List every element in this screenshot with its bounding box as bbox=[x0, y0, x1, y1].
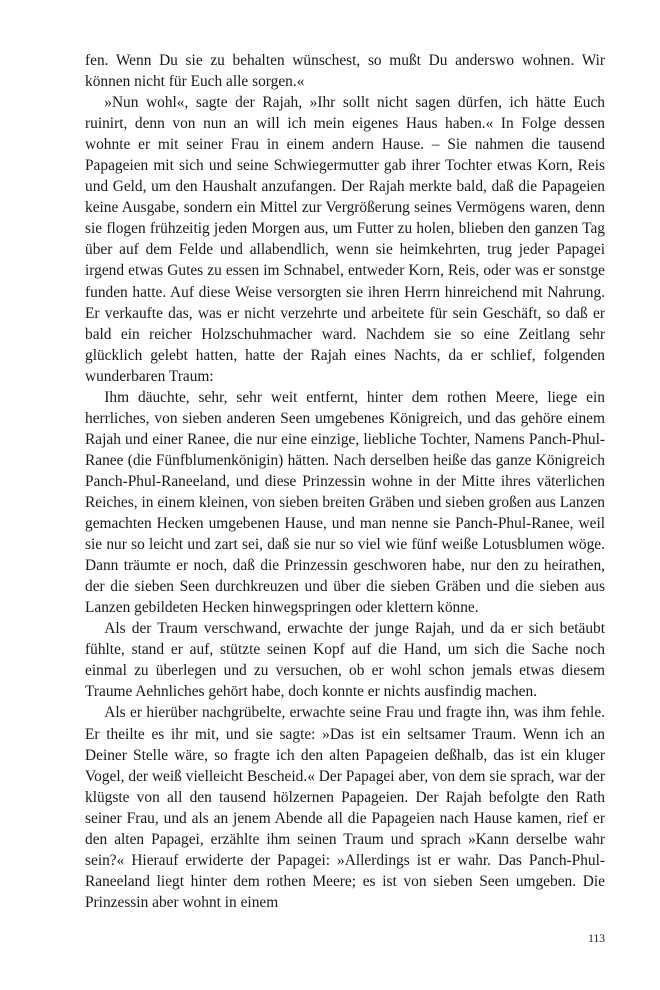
paragraph: Ihm däuchte, sehr, sehr weit entfernt, hinter dem rothen Meere, liege ein herrliches, von sieben anderen Seen umgebenes Königreich, und das gehöre einem Rajah und einer Ranee, die nur eine einzige, liebliche Tochter, Namens Panch-Phul-Ranee (die Fünfblumenkönigin) hätten. Nach derselben heiße das ganze Königreich Panch-Phul-Raneeland, und diese Prinzessin wohne in der Mitte ihres väterlichen Reiches, in einem kleinen, von sieben breiten Gräben und sieben großen aus Lanzen gemachten Hecken umgebenen Hause, und man nenne sie Panch-Phul-Ranee, weil sie nur so leicht und zart sei, daß sie nur so viel wie fünf weiße Lotusblumen wöge. Dann träumte er noch, daß die Prinzessin geschworen habe, nur den zu heirathen, der die sieben Seen durchkreuzen und über die sieben Gräben und die sieben aus Lanzen gebildeten Hecken hinwegspringen oder klettern könne. bbox=[85, 388, 605, 617]
page-number: 113 bbox=[588, 933, 605, 945]
book-page-text bbox=[85, 50, 605, 913]
paragraph: Als er hierüber nachgrübelte, erwachte seine Frau und fragte ihn, was ihm fehle. Er theilte es ihr mit, und sie sagte: »Das ist ein seltsamer Traum. Wenn ich an Deiner Stelle wäre, so fragte ich den alten Papageien deßhalb, das ist ein kluger Vogel, der weiß vielleicht Bescheid.« Der Papagei aber, von dem sie sprach, war der klügste von all den tausend hölzernen Papageien. Der Rajah befolgte den Rath seiner Frau, und als an jenem Abende all die Papageien nach Hause kamen, rief er den alten Papagei, erzählte ihm seinen Traum und sprach »Kann derselbe wahr sein?« Hierauf erwiderte der Papagei: »Allerdings ist er wahr. Das Panch-Phul-Raneeland liegt hinter dem rothen Meere; es ist von sieben Seen umgeben. Die Prinzessin aber wohnt in einem bbox=[85, 704, 605, 911]
paragraph: Als der Traum verschwand, erwachte der junge Rajah, und da er sich betäubt fühlte, stand er auf, stützte seinen Kopf auf die Hand, um sich die Sache noch einmal zu überlegen und zu versuchen, ob er wohl schon jemals etwas diesem Traume Aehnliches gehört habe, doch konnte er nichts ausfindig machen. bbox=[85, 620, 605, 701]
paragraph-continuation: fen. Wenn Du sie zu behalten wünschest, so mußt Du anderswo wohnen. Wir können nicht für Euch alle sorgen.« bbox=[85, 52, 605, 91]
paragraph: »Nun wohl«, sagte der Rajah, »Ihr sollt nicht sagen dürfen, ich hätte Euch ruinirt, denn von nun an will ich mein eigenes Haus haben.« In Folge dessen wohnte er mit seiner Frau in einem andern Hause. – Sie nahmen die tausend Papageien mit sich und seine Schwiegermutter gab ihrer Tochter etwas Korn, Reis und Geld, um den Haushalt anzufangen. Der Rajah merkte bald, daß die Papageien keine Ausgabe, sondern ein Mittel zur Vergrößerung seines Vermögens waren, denn sie flogen frühzeitig jeden Morgen aus, um Futter zu holen, blieben den ganzen Tag über auf dem Felde und allabendlich, wenn sie heimkehrten, trug jeder Papagei irgend etwas Gutes zu essen im Schnabel, entweder Korn, Reis, oder was er sonstge funden hatte. Auf diese Weise versorgten sie ihren Herrn hinreichend mit Nahrung. Er verkaufte das, was er nicht verzehrte und arbeitete für sein Geschäft, so daß er bald ein reicher Holzschuhmacher ward. Nachdem sie so eine Zeitlang sehr glücklich gelebt hatten, hatte der Rajah eines Nachts, da er schlief, folgenden wunderbaren Traum: bbox=[85, 94, 605, 385]
